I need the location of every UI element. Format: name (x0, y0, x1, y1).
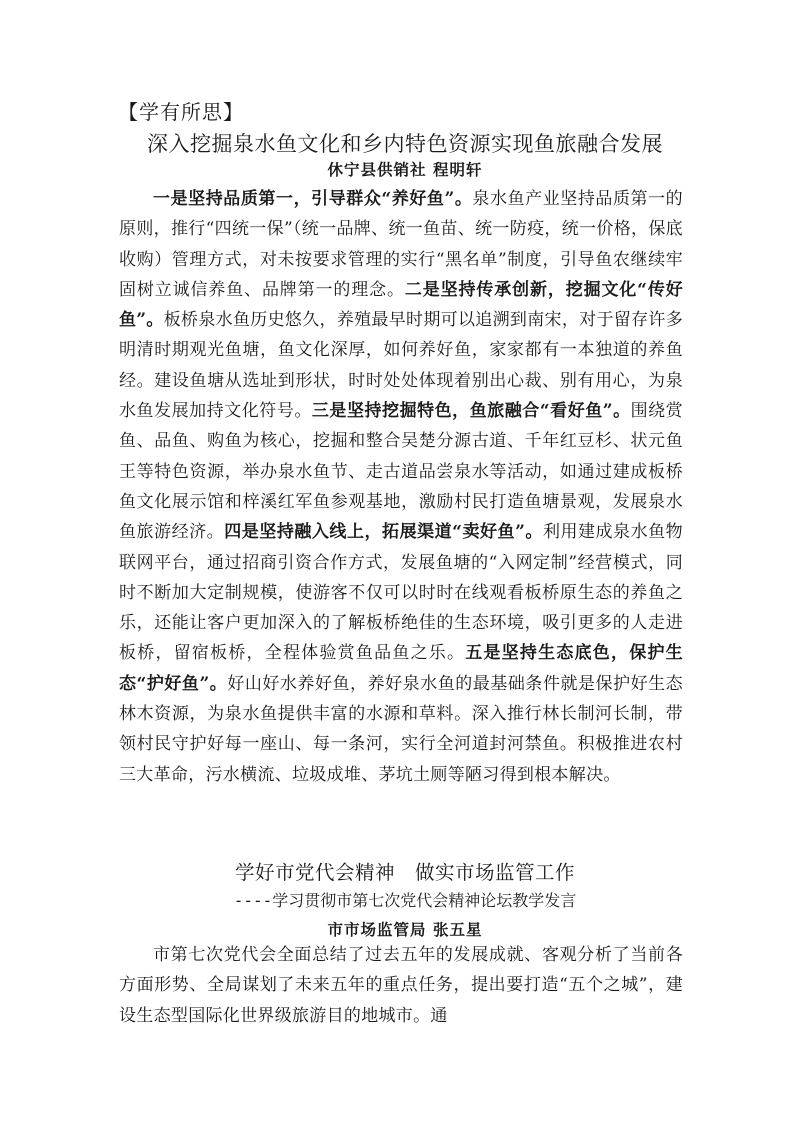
point-heading: 一是坚持品质第一，引导群众“养好鱼”。 (153, 189, 473, 209)
article-title: 深入挖掘泉水鱼文化和乡内特色资源实现鱼旅融合发展 (147, 132, 663, 156)
point-heading: 二是坚持传承创新，挖掘文化“传好鱼”。 (119, 279, 683, 331)
point-text: 泉水鱼产业坚持品质第一的原则，推行“四统一保”（统一品牌、统一鱼苗、统一防疫，统一价格，保底收购）管理方式，对未按要求管理的实行“黑名单”制度，引导鱼农继续牢固树立诚信养鱼、品牌第一的理念。 (119, 189, 683, 300)
point-heading: 三是坚持挖掘特色，鱼旅融合“看好鱼”。 (311, 401, 631, 422)
point-text: 围绕赏鱼、品鱼、购鱼为核心，挖掘和整合吴楚分源古道、千年红豆杉、状元鱼王等特色资源，举办泉水鱼节、走古道品尝泉水等活动，如通过建成板桥鱼文化展示馆和梓溪红军鱼参观基地，激励村民打造鱼塘景观，发展泉水鱼旅游经济。 (119, 401, 683, 543)
article2-title: 学好市党代会精神 做实市场监管工作 (234, 861, 575, 884)
point-text: 好山好水养好鱼，养好泉水鱼的最基础条件就是保护好生态林木资源，为泉水鱼提供丰富的水源和草料。深入推行林长制河长制，带领村民守护好每一座山、每一条河，实行全河道封河禁鱼。积极推进农村三大革命，污水横流、垃圾成堆、茅坑土厕等陋习得到根本解决。 (119, 673, 683, 785)
article2-body: 市第七次党代会全面总结了过去五年的发展成就、客观分析了当前各方面形势、全局谋划了未来五年的重点任务，提出要打造“五个之城”，建设生态型国际化世界级旅游目的地城市。通 (119, 945, 683, 1026)
section-tag: 【学有所思】 (118, 100, 244, 124)
point-heading: 四是坚持融入线上，拓展渠道“卖好鱼”。 (224, 522, 543, 543)
point-text: 板桥泉水鱼历史悠久，养殖最早时期可以追溯到南宋，对于留存许多明清时期观光鱼塘，鱼文化深厚，如何养好鱼，家家都有一本独道的养鱼经。建设鱼塘从选址到形状，时时处处体现着别出心裁、别有用心，为泉水鱼发展加持文化符号。 (119, 310, 684, 422)
article2-subtitle: ----学习贯彻市第七次党代会精神论坛教学发言 (233, 891, 577, 910)
point-heading: 五是坚持生态底色，保护生态“护好鱼”。 (119, 643, 683, 694)
point-text: 利用建成泉水鱼物联网平台，通过招商引资合作方式，发展鱼塘的“入网定制”经营模式，同时不断加大定制规模，使游客不仅可以时时在线观看板桥原生态的养鱼之乐，还能让客户更加深入的了解板桥绝佳的生态环境，吸引更多的人走进板桥，留宿板桥，全程体验赏鱼品鱼之乐。 (119, 522, 683, 664)
article-author: 休宁县供销社 程明轩 (327, 161, 483, 179)
article-body (119, 184, 683, 790)
article2-author: 市市场监管局 张五星 (327, 921, 483, 939)
